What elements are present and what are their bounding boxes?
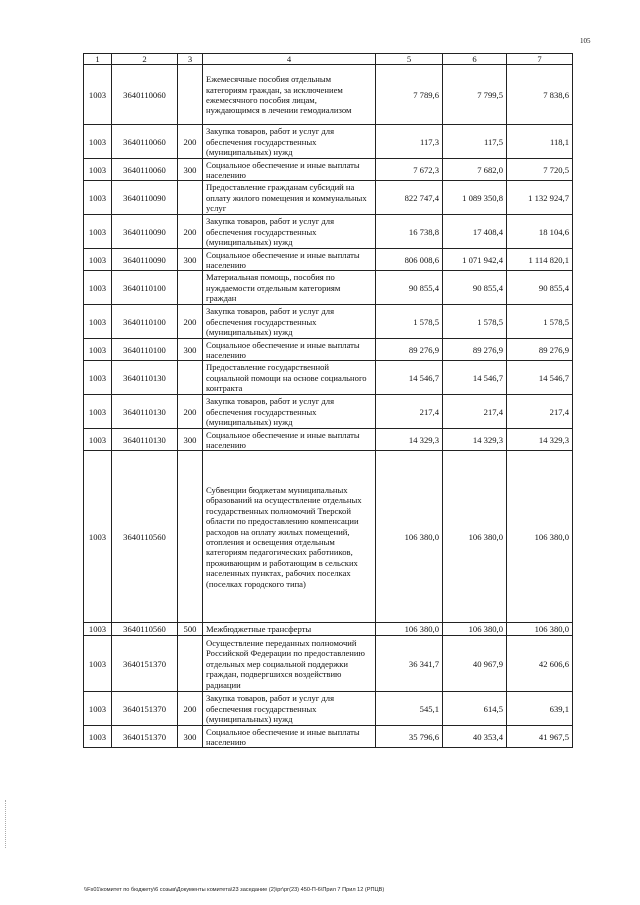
section-code-cell: 1003 [84, 692, 112, 726]
expense-type-cell [178, 636, 203, 692]
expense-type-cell [178, 181, 203, 215]
table-row [84, 726, 573, 748]
table-row [84, 181, 573, 215]
amount-year3-cell: 1 578,5 [507, 305, 573, 339]
amount-year2-cell: 117,5 [443, 125, 507, 159]
item-name-cell: Закупка товаров, работ и услуг для обеспечения государственных (муниципальных) нужд [203, 125, 376, 159]
amount-year3-cell: 41 967,5 [507, 726, 573, 748]
article-code-cell: 3640110060 [112, 125, 178, 159]
amount-year3-cell: 7 720,5 [507, 159, 573, 181]
amount-year3-cell: 18 104,6 [507, 215, 573, 249]
expense-type-cell: 300 [178, 429, 203, 451]
table-row [84, 249, 573, 271]
item-name-cell: Социальное обеспечение и иные выплаты населению [203, 249, 376, 271]
section-code-cell: 1003 [84, 181, 112, 215]
amount-year2-cell: 40 353,4 [443, 726, 507, 748]
amount-year3-cell: 118,1 [507, 125, 573, 159]
amount-year3-cell: 42 606,6 [507, 636, 573, 692]
amount-year2-cell: 106 380,0 [443, 451, 507, 623]
page-number: 105 [580, 37, 591, 45]
amount-year3-cell: 106 380,0 [507, 623, 573, 636]
article-code-cell: 3640110560 [112, 623, 178, 636]
expense-type-cell: 500 [178, 623, 203, 636]
amount-year2-cell: 106 380,0 [443, 623, 507, 636]
section-code-cell: 1003 [84, 271, 112, 305]
item-name-cell: Социальное обеспечение и иные выплаты населению [203, 159, 376, 181]
amount-year2-cell: 7 682,0 [443, 159, 507, 181]
amount-year1-cell: 545,1 [376, 692, 443, 726]
table-row [84, 215, 573, 249]
item-name-cell: Предоставление гражданам субсидий на оплату жилого помещения и коммунальных услуг [203, 181, 376, 215]
amount-year1-cell: 117,3 [376, 125, 443, 159]
table-row [84, 125, 573, 159]
header-cell: 3 [178, 54, 203, 65]
amount-year1-cell: 1 578,5 [376, 305, 443, 339]
table-row [84, 429, 573, 451]
article-code-cell: 3640110130 [112, 361, 178, 395]
section-code-cell: 1003 [84, 429, 112, 451]
expense-type-cell [178, 271, 203, 305]
article-code-cell: 3640110130 [112, 395, 178, 429]
expense-type-cell: 300 [178, 726, 203, 748]
amount-year1-cell: 16 738,8 [376, 215, 443, 249]
margin-marks [5, 800, 12, 848]
expense-type-cell: 200 [178, 692, 203, 726]
table-row [84, 636, 573, 692]
article-code-cell: 3640110100 [112, 271, 178, 305]
table-row [84, 623, 573, 636]
item-name-cell: Закупка товаров, работ и услуг для обеспечения государственных (муниципальных) нужд [203, 395, 376, 429]
table-row [84, 65, 573, 125]
amount-year2-cell: 614,5 [443, 692, 507, 726]
amount-year3-cell: 89 276,9 [507, 339, 573, 361]
amount-year1-cell: 36 341,7 [376, 636, 443, 692]
section-code-cell: 1003 [84, 395, 112, 429]
expense-type-cell: 300 [178, 339, 203, 361]
file-path-footer: \\Fs01\комитет по бюджету\6 созыв\Документы комитета\23 заседание (2)\рг\рг(23) 450-П-6\Прил 7 Прил 12 (РПЦВ) [84, 887, 385, 893]
section-code-cell: 1003 [84, 636, 112, 692]
section-code-cell: 1003 [84, 65, 112, 125]
expense-type-cell [178, 451, 203, 623]
amount-year2-cell: 217,4 [443, 395, 507, 429]
table-row [84, 159, 573, 181]
item-name-cell: Закупка товаров, работ и услуг для обеспечения государственных (муниципальных) нужд [203, 692, 376, 726]
section-code-cell: 1003 [84, 125, 112, 159]
header-cell: 5 [376, 54, 443, 65]
section-code-cell: 1003 [84, 451, 112, 623]
section-code-cell: 1003 [84, 623, 112, 636]
item-name-cell: Социальное обеспечение и иные выплаты населению [203, 429, 376, 451]
section-code-cell: 1003 [84, 361, 112, 395]
header-cell: 4 [203, 54, 376, 65]
article-code-cell: 3640110060 [112, 65, 178, 125]
section-code-cell: 1003 [84, 726, 112, 748]
header-cell: 6 [443, 54, 507, 65]
table-row [84, 692, 573, 726]
amount-year3-cell: 90 855,4 [507, 271, 573, 305]
article-code-cell: 3640151370 [112, 692, 178, 726]
section-code-cell: 1003 [84, 339, 112, 361]
article-code-cell: 3640151370 [112, 726, 178, 748]
amount-year1-cell: 89 276,9 [376, 339, 443, 361]
expense-type-cell: 200 [178, 215, 203, 249]
item-name-cell: Материальная помощь, пособия по нуждаемости отдельным категориям граждан [203, 271, 376, 305]
amount-year2-cell: 89 276,9 [443, 339, 507, 361]
table-row [84, 305, 573, 339]
item-name-cell: Социальное обеспечение и иные выплаты населению [203, 726, 376, 748]
item-name-cell: Ежемесячные пособия отдельным категориям граждан, за исключением ежемесячного пособия лицам, нуждающимся в лечении гемодиализом [203, 65, 376, 125]
amount-year3-cell: 14 546,7 [507, 361, 573, 395]
amount-year3-cell: 106 380,0 [507, 451, 573, 623]
table-row [84, 361, 573, 395]
amount-year3-cell: 14 329,3 [507, 429, 573, 451]
header-cell: 7 [507, 54, 573, 65]
article-code-cell: 3640151370 [112, 636, 178, 692]
amount-year1-cell: 7 789,6 [376, 65, 443, 125]
amount-year2-cell: 17 408,4 [443, 215, 507, 249]
table-row [84, 271, 573, 305]
expense-type-cell: 200 [178, 395, 203, 429]
table-row [84, 451, 573, 623]
item-name-cell: Межбюджетные трансферты [203, 623, 376, 636]
expense-type-cell [178, 65, 203, 125]
amount-year2-cell: 1 071 942,4 [443, 249, 507, 271]
header-row [84, 54, 573, 65]
expense-type-cell [178, 361, 203, 395]
budget-table [83, 53, 573, 748]
amount-year3-cell: 639,1 [507, 692, 573, 726]
table-row [84, 395, 573, 429]
article-code-cell: 3640110060 [112, 159, 178, 181]
article-code-cell: 3640110090 [112, 181, 178, 215]
item-name-cell: Закупка товаров, работ и услуг для обеспечения государственных (муниципальных) нужд [203, 215, 376, 249]
header-cell: 1 [84, 54, 112, 65]
amount-year2-cell: 40 967,9 [443, 636, 507, 692]
amount-year1-cell: 90 855,4 [376, 271, 443, 305]
amount-year2-cell: 7 799,5 [443, 65, 507, 125]
article-code-cell: 3640110130 [112, 429, 178, 451]
section-code-cell: 1003 [84, 249, 112, 271]
amount-year1-cell: 14 329,3 [376, 429, 443, 451]
amount-year3-cell: 1 114 820,1 [507, 249, 573, 271]
amount-year1-cell: 35 796,6 [376, 726, 443, 748]
expense-type-cell: 300 [178, 159, 203, 181]
item-name-cell: Социальное обеспечение и иные выплаты населению [203, 339, 376, 361]
amount-year1-cell: 106 380,0 [376, 451, 443, 623]
amount-year1-cell: 806 008,6 [376, 249, 443, 271]
item-name-cell: Закупка товаров, работ и услуг для обеспечения государственных (муниципальных) нужд [203, 305, 376, 339]
item-name-cell: Предоставление государственной социальной помощи на основе социального контракта [203, 361, 376, 395]
section-code-cell: 1003 [84, 305, 112, 339]
header-cell: 2 [112, 54, 178, 65]
amount-year2-cell: 1 089 350,8 [443, 181, 507, 215]
amount-year1-cell: 106 380,0 [376, 623, 443, 636]
expense-type-cell: 300 [178, 249, 203, 271]
section-code-cell: 1003 [84, 215, 112, 249]
expense-type-cell: 200 [178, 125, 203, 159]
amount-year1-cell: 14 546,7 [376, 361, 443, 395]
article-code-cell: 3640110560 [112, 451, 178, 623]
amount-year3-cell: 7 838,6 [507, 65, 573, 125]
section-code-cell: 1003 [84, 159, 112, 181]
amount-year2-cell: 14 329,3 [443, 429, 507, 451]
amount-year2-cell: 1 578,5 [443, 305, 507, 339]
amount-year1-cell: 217,4 [376, 395, 443, 429]
amount-year3-cell: 1 132 924,7 [507, 181, 573, 215]
amount-year1-cell: 7 672,3 [376, 159, 443, 181]
amount-year2-cell: 90 855,4 [443, 271, 507, 305]
amount-year2-cell: 14 546,7 [443, 361, 507, 395]
table-row [84, 339, 573, 361]
amount-year1-cell: 822 747,4 [376, 181, 443, 215]
item-name-cell: Осуществление переданных полномочий Российской Федерации по предоставлению отдельных мер социальной поддержки граждан, подвергшихся воздействию радиации [203, 636, 376, 692]
amount-year3-cell: 217,4 [507, 395, 573, 429]
item-name-cell: Субвенции бюджетам муниципальных образований на осуществление отдельных государственных полномочий Тверской области по предоставлению компенсации расходов на оплату жилых помещений, отопления и освещения отдельным категориям педагогических работников, проживающим и работающим в сельских населенных пунктах, рабочих поселках (поселках городского типа) [203, 451, 376, 623]
article-code-cell: 3640110090 [112, 249, 178, 271]
expense-type-cell: 200 [178, 305, 203, 339]
article-code-cell: 3640110100 [112, 305, 178, 339]
article-code-cell: 3640110100 [112, 339, 178, 361]
article-code-cell: 3640110090 [112, 215, 178, 249]
